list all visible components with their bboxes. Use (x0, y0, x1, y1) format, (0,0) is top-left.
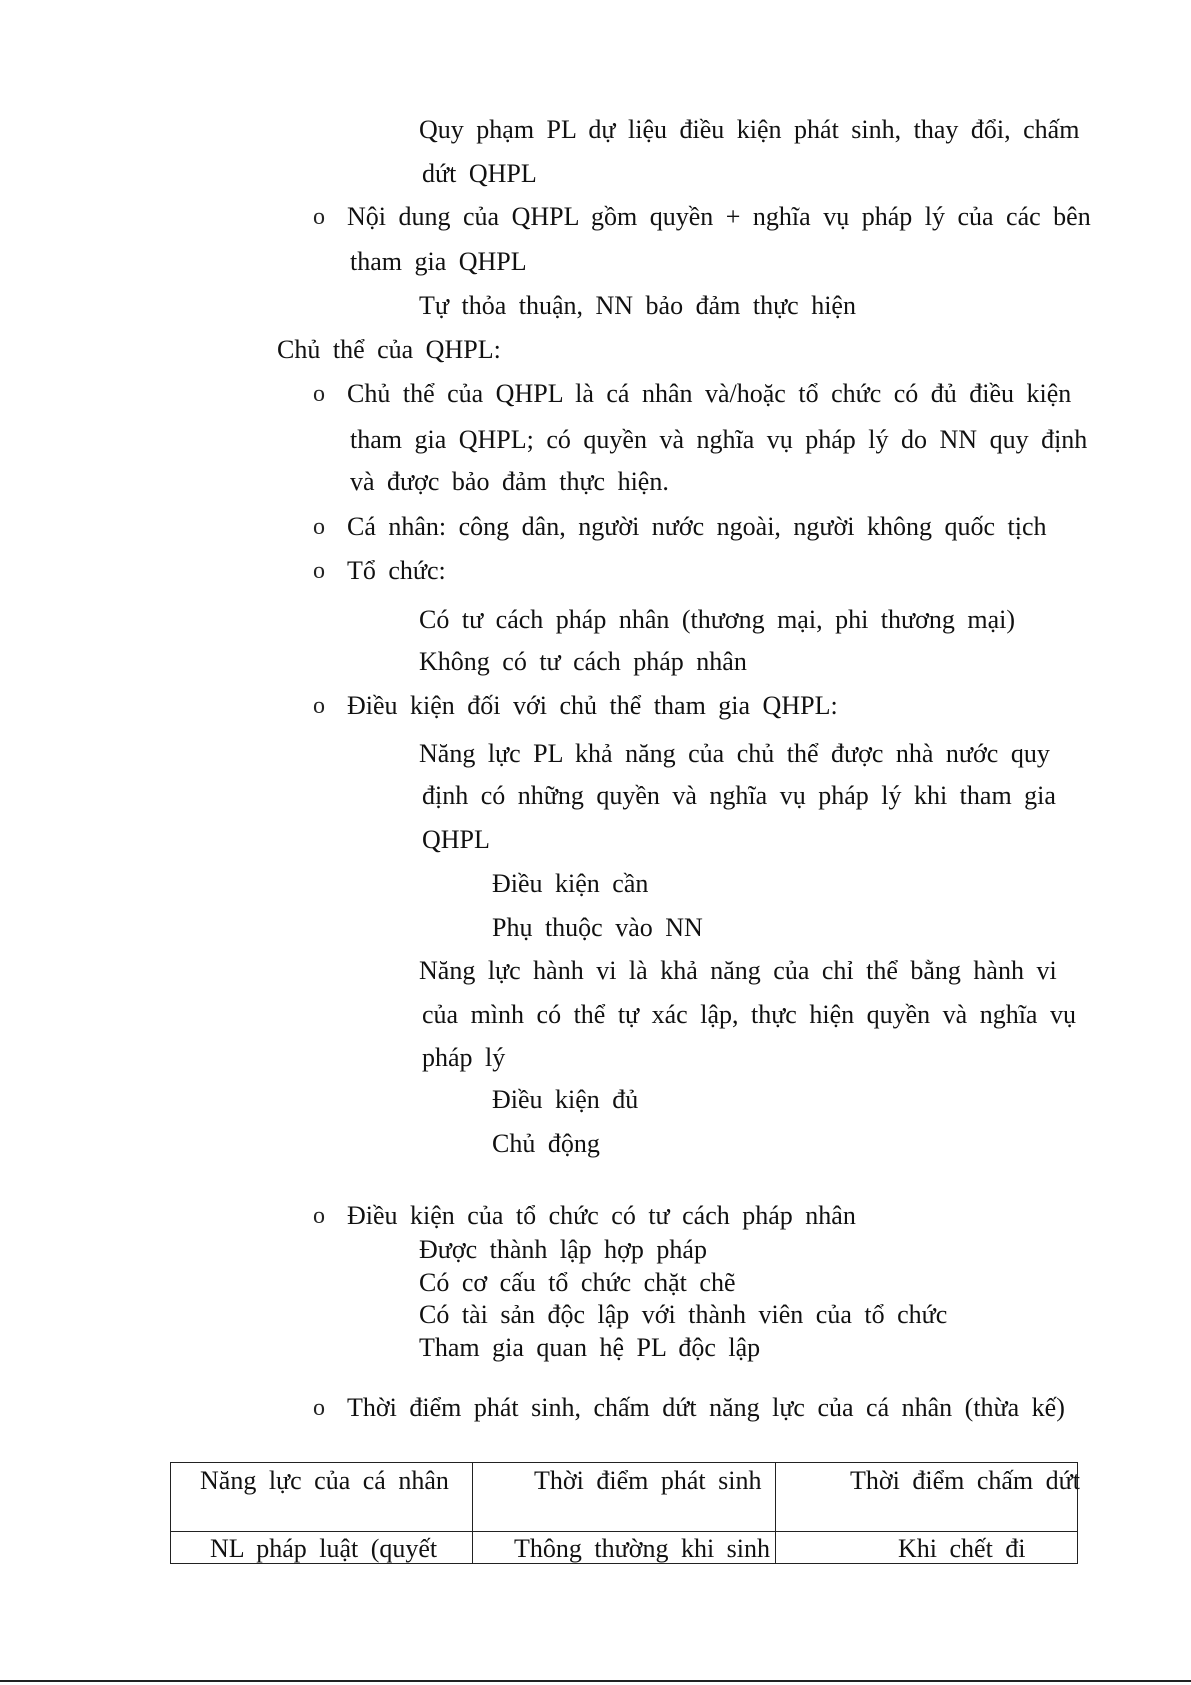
circle-bullet: o (313, 693, 325, 719)
bullet-text: Điều kiện của tổ chức có tư cách pháp nhân (347, 1201, 856, 1230)
bullet-text-continuation: tham gia QHPL (350, 247, 527, 276)
table-cell: Thông thường khi sinh (514, 1534, 771, 1563)
bullet-text: Điều kiện đủ (492, 1085, 639, 1114)
bullet-text: Chủ động (492, 1129, 600, 1158)
bullet-text: Thời điểm phát sinh, chấm dứt năng lực của cá nhân (thừa kế) (347, 1393, 1065, 1422)
bullet-text-continuation: dứt QHPL (422, 159, 537, 188)
bullet-text: Cá nhân: công dân, người nước ngoài, người không quốc tịch (347, 512, 1047, 541)
circle-bullet: o (313, 1395, 325, 1421)
bullet-text: Điều kiện cần (492, 869, 649, 898)
bullet-text: Phụ thuộc vào NN (492, 913, 703, 942)
table-column-divider (472, 1462, 473, 1564)
bullet-text: Chủ thể của QHPL là cá nhân và/hoặc tổ chức có đủ điều kiện (347, 379, 1072, 408)
bullet-text: Tham gia quan hệ PL độc lập (419, 1333, 761, 1362)
bullet-text: Có cơ cấu tổ chức chặt chẽ (419, 1268, 736, 1297)
table-header-cell: Thời điểm phát sinh (534, 1466, 762, 1495)
table-cell: Khi chết đi (898, 1534, 1026, 1563)
table-header-cell: Năng lực của cá nhân (200, 1466, 449, 1495)
table-border-left (170, 1462, 171, 1564)
circle-bullet: o (313, 1203, 325, 1229)
bullet-text: Có tư cách pháp nhân (thương mại, phi thương mại) (419, 605, 1016, 634)
bullet-text-continuation: và được bảo đảm thực hiện. (350, 467, 669, 496)
table-column-divider (775, 1462, 776, 1564)
circle-bullet: o (313, 381, 325, 407)
section-heading: Chủ thể của QHPL: (277, 335, 501, 364)
bullet-text: Tự thỏa thuận, NN bảo đảm thực hiện (419, 291, 856, 320)
bullet-text-continuation: QHPL (422, 825, 490, 854)
bullet-text-continuation: của mình có thể tự xác lập, thực hiện quyền và nghĩa vụ (422, 1000, 1076, 1029)
bullet-text: Năng lực hành vi là khả năng của chỉ thể bằng hành vi (419, 956, 1057, 985)
table-cell: NL pháp luật (quyết (210, 1534, 438, 1563)
bullet-text: Năng lực PL khả năng của chủ thể được nhà nước quy (419, 739, 1050, 768)
bullet-text-continuation: tham gia QHPL; có quyền và nghĩa vụ pháp lý do NN quy định (350, 425, 1088, 454)
circle-bullet: o (313, 558, 325, 584)
table-header-cell: Thời điểm chấm dứt (850, 1466, 1080, 1495)
table-border-row (170, 1531, 1078, 1532)
bullet-text: Có tài sản độc lập với thành viên của tổ chức (419, 1300, 948, 1329)
bullet-text: Được thành lập hợp pháp (419, 1235, 707, 1264)
circle-bullet: o (313, 514, 325, 540)
table-border-top (170, 1462, 1078, 1463)
bullet-text-continuation: định có những quyền và nghĩa vụ pháp lý khi tham gia (422, 781, 1056, 810)
page-bottom-rule (0, 1680, 1191, 1682)
bullet-text-continuation: pháp lý (422, 1043, 506, 1072)
bullet-text: Nội dung của QHPL gồm quyền + nghĩa vụ pháp lý của các bên (347, 202, 1091, 231)
bullet-text: Tổ chức: (347, 556, 446, 585)
bullet-text: Quy phạm PL dự liệu điều kiện phát sinh, thay đổi, chấm (419, 115, 1080, 144)
bullet-text: Điều kiện đối với chủ thể tham gia QHPL: (347, 691, 838, 720)
circle-bullet: o (313, 204, 325, 230)
bullet-text: Không có tư cách pháp nhân (419, 647, 747, 676)
